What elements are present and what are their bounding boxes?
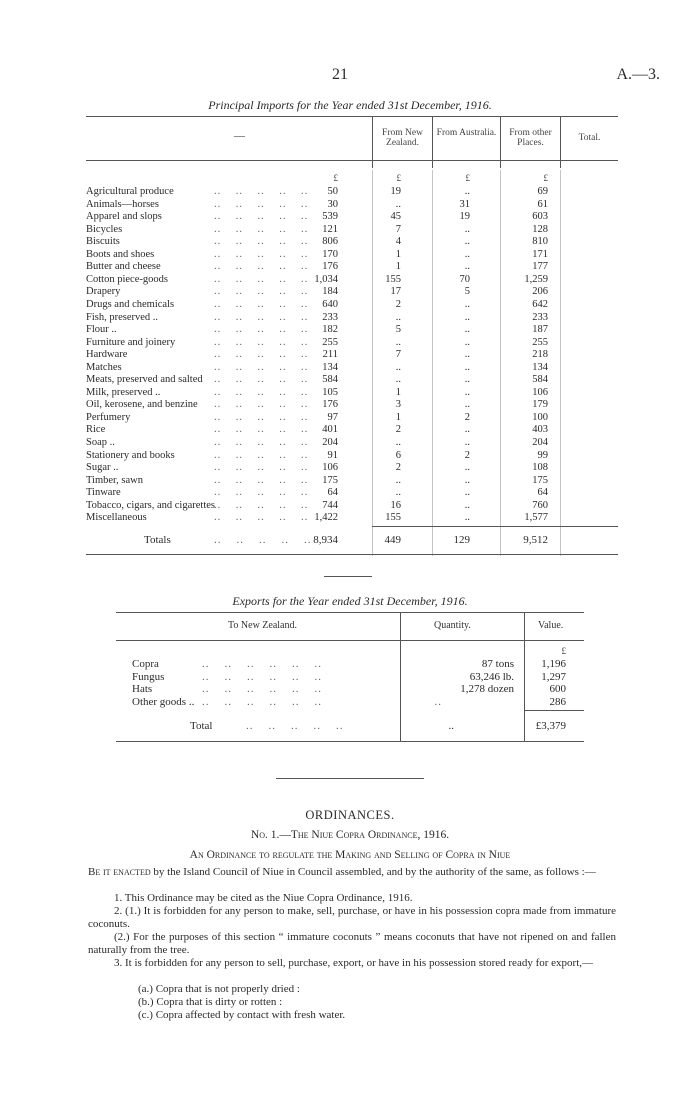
table-top-rule <box>116 612 584 613</box>
leader-dots: .. .. .. .. .. <box>214 487 309 499</box>
col-head-to-new-zealand: To New Zealand. <box>228 620 297 631</box>
value-other-places: .. <box>464 424 470 436</box>
ordinance-long-title: An Ordinance to regulate the Making and Selling of Copra in Niue <box>189 849 511 861</box>
value-total: 810 <box>532 236 548 248</box>
table-row <box>86 362 618 374</box>
table-row <box>86 374 618 386</box>
import-item-label: Perfumery <box>86 411 131 423</box>
table-row <box>86 424 618 436</box>
table-row <box>86 236 618 248</box>
value-other-places: .. <box>464 487 470 499</box>
table-row <box>86 387 618 399</box>
value-new-zealand: 640 <box>322 298 338 310</box>
table-row <box>86 462 618 474</box>
value-new-zealand: 176 <box>322 261 338 273</box>
value-australia: 16 <box>390 499 401 511</box>
header-dash: — <box>234 130 245 142</box>
value-new-zealand: 50 <box>327 186 338 197</box>
section-3-item-c: (c.) Copra affected by contact with fresh water. <box>138 1009 346 1021</box>
value-total: 255 <box>532 336 548 348</box>
value-australia: 2 <box>395 424 401 436</box>
totals-label: Totals <box>144 534 171 546</box>
table-row <box>86 512 618 524</box>
unit-label: £ <box>396 173 401 183</box>
col-head-australia: From Australia. <box>436 128 497 138</box>
value-other-places: .. <box>464 349 470 361</box>
leader-dots: .. .. .. .. .. <box>214 361 309 373</box>
value-other-places: .. <box>464 437 470 448</box>
import-item-label: Miscellaneous <box>86 512 147 524</box>
leader-dots: .. .. .. .. .. <box>214 186 309 197</box>
import-item-label: Hardware <box>86 349 128 361</box>
value-australia: .. <box>395 487 401 499</box>
leader-dots: .. .. .. .. .. <box>214 211 309 223</box>
page-number: 21 <box>332 66 348 83</box>
import-item-label: Cotton piece-goods <box>86 273 168 285</box>
value-total: 584 <box>532 374 548 386</box>
section-3: 3. It is forbidden for any person to sell, purchase, export, or have in his possession stored ready for export,— <box>114 957 593 969</box>
leader-dots: .. .. .. .. .. <box>214 311 309 323</box>
import-item-label: Matches <box>86 361 122 373</box>
value-australia: 2 <box>395 298 401 310</box>
value-new-zealand: 105 <box>322 386 338 398</box>
leader-dots: .. .. .. .. .. <box>214 399 309 411</box>
value-total: 69 <box>537 186 548 197</box>
leader-dots: .. .. .. .. .. <box>214 499 309 511</box>
value-other-places: 31 <box>459 198 470 210</box>
table-row <box>86 412 618 424</box>
value-australia: .. <box>395 336 401 348</box>
exports-table <box>116 612 584 742</box>
value-other-places: 2 <box>464 449 470 461</box>
import-item-label: Soap .. <box>86 437 115 448</box>
total-nz: 8,934 <box>313 534 338 546</box>
value-australia: 1 <box>395 386 401 398</box>
leader-dots: .. .. .. .. .. <box>246 720 344 732</box>
value-new-zealand: 106 <box>322 462 338 474</box>
value-total: 128 <box>532 223 548 235</box>
enacting-lead: Be it enacted <box>88 866 151 878</box>
table-row <box>86 286 618 298</box>
value-total: 204 <box>532 437 548 448</box>
leader-dots: .. .. .. .. .. <box>214 462 309 474</box>
document-reference: A.—3. <box>616 66 660 83</box>
table-row <box>86 450 618 462</box>
value-total: 171 <box>532 248 548 260</box>
col-head-total: Total. <box>578 133 601 143</box>
table-row <box>86 500 618 512</box>
value-total: 1,259 <box>524 273 548 285</box>
value-australia: 7 <box>395 223 401 235</box>
value-australia: 3 <box>395 399 401 411</box>
value-australia: 2 <box>395 462 401 474</box>
page-header <box>0 66 700 88</box>
value-australia: 155 <box>385 273 401 285</box>
table-row <box>86 299 618 311</box>
leader-dots: .. .. .. .. .. <box>214 437 309 448</box>
import-item-label: Drapery <box>86 286 121 298</box>
value-new-zealand: 175 <box>322 474 338 486</box>
value-new-zealand: 182 <box>322 324 338 336</box>
value-other-places: .. <box>464 236 470 248</box>
value-new-zealand: 30 <box>327 198 338 210</box>
value-other-places: .. <box>464 361 470 373</box>
unit-label: £ <box>465 173 470 183</box>
col-head-value: Value. <box>538 620 564 631</box>
value-total-rule <box>524 710 584 711</box>
leader-dots: .. .. .. .. .. <box>214 534 312 546</box>
table-row <box>86 211 618 223</box>
export-item-label: Hats <box>132 683 153 695</box>
import-item-label: Apparel and slops <box>86 211 162 223</box>
value-other-places: .. <box>464 399 470 411</box>
value-australia: .. <box>395 361 401 373</box>
leader-dots: .. .. .. .. .. <box>214 374 309 386</box>
value-new-zealand: 91 <box>327 449 338 461</box>
import-item-label: Drugs and chemicals <box>86 298 175 310</box>
value-total: 179 <box>532 399 548 411</box>
value-new-zealand: 184 <box>322 286 338 298</box>
section-1: 1. This Ordinance may be cited as the Niue Copra Ordinance, 1916. <box>114 892 413 904</box>
export-item-label: Other goods .. <box>132 695 195 708</box>
value-new-zealand: 1,034 <box>314 273 338 285</box>
import-item-label: Meats, preserved and salted <box>86 374 203 386</box>
value-new-zealand: 744 <box>322 499 338 511</box>
import-item-label: Fish, preserved .. <box>86 311 159 323</box>
ordinance-number: No. 1.—The Niue Copra Ordinance, 1916. <box>250 829 450 841</box>
import-item-label: Tobacco, cigars, and cigarettes <box>86 499 215 511</box>
value-total: 206 <box>532 286 548 298</box>
value-other-places: .. <box>464 386 470 398</box>
export-quantity: 1,278 dozen <box>460 683 514 695</box>
value-australia: 1 <box>395 261 401 273</box>
table-row <box>86 399 618 411</box>
value-australia: 19 <box>390 186 401 197</box>
import-item-label: Sugar .. <box>86 462 119 474</box>
value-new-zealand: 806 <box>322 236 338 248</box>
value-australia: 4 <box>395 236 401 248</box>
value-other-places: .. <box>464 311 470 323</box>
export-item-label: Copra <box>132 658 159 670</box>
value-new-zealand: 204 <box>322 437 338 448</box>
table-row <box>86 249 618 261</box>
col-head-other-places: From other Places. <box>509 128 552 148</box>
table-row <box>86 186 618 198</box>
total-other: 129 <box>453 534 470 546</box>
total-australia: 449 <box>384 534 401 546</box>
imports-caption: Principal Imports for the Year ended 31st December, 1916. <box>208 98 492 112</box>
section-3-item-b: (b.) Copra that is dirty or rotten : <box>138 996 283 1008</box>
value-other-places: 5 <box>464 286 470 298</box>
leader-dots: .. .. .. .. .. <box>214 386 309 398</box>
value-australia: 5 <box>395 324 401 336</box>
table-bottom-rule <box>116 741 584 742</box>
value-australia: 45 <box>390 211 401 223</box>
unit-label: £ <box>543 173 548 183</box>
export-item-label: Fungus <box>132 670 165 683</box>
leader-dots: .. .. .. .. .. <box>214 512 309 524</box>
import-item-label: Animals—horses <box>86 198 159 210</box>
leader-dots: .. .. .. .. .. <box>214 411 309 423</box>
value-other-places: .. <box>464 474 470 486</box>
value-total: 1,577 <box>524 512 548 524</box>
section-2-1: 2. (1.) It is forbidden for any person to make, sell, purchase, or have in his possession copra made from immature coconuts. <box>88 905 616 930</box>
table-row <box>86 224 618 236</box>
exports-caption: Exports for the Year ended 31st December, 1916. <box>232 594 468 608</box>
value-total: 218 <box>532 349 548 361</box>
import-item-label: Timber, sawn <box>86 474 143 486</box>
value-new-zealand: 1,422 <box>314 512 338 524</box>
import-item-label: Rice <box>86 424 106 436</box>
value-total: 187 <box>532 324 548 336</box>
section-separator <box>276 778 424 779</box>
value-australia: .. <box>395 437 401 448</box>
table-row <box>116 671 584 683</box>
value-other-places: 70 <box>459 273 470 285</box>
value-total: 134 <box>532 361 548 373</box>
export-value: 1,196 <box>541 658 566 670</box>
value-new-zealand: 176 <box>322 399 338 411</box>
leader-dots: .. .. .. .. .. <box>214 424 309 436</box>
section-separator <box>324 576 372 577</box>
total-quantity: .. <box>448 720 454 732</box>
leader-dots: .. .. .. .. .. <box>214 248 309 260</box>
table-top-rule <box>86 116 618 117</box>
value-total: 61 <box>537 198 548 210</box>
value-australia: 17 <box>390 286 401 298</box>
import-item-label: Bicycles <box>86 223 123 235</box>
value-new-zealand: 255 <box>322 336 338 348</box>
import-item-label: Furniture and joinery <box>86 336 176 348</box>
exports-total-row <box>116 720 584 732</box>
value-other-places: .. <box>464 248 470 260</box>
value-australia: 7 <box>395 349 401 361</box>
value-new-zealand: 97 <box>327 411 338 423</box>
value-new-zealand: 64 <box>327 487 338 499</box>
column-divider <box>432 116 433 168</box>
value-other-places: .. <box>464 261 470 273</box>
unit-label: £ <box>561 646 566 656</box>
value-total: 99 <box>537 449 548 461</box>
leader-dots: .. .. .. .. .. <box>214 324 309 336</box>
leader-dots: .. .. .. .. .. <box>214 449 309 461</box>
leader-dots: .. .. .. .. .. .. .. <box>202 695 442 708</box>
import-item-label: Boots and shoes <box>86 248 155 260</box>
import-item-label: Oil, kerosene, and benzine <box>86 399 198 411</box>
leader-dots: .. .. .. .. .. <box>214 474 309 486</box>
import-item-label: Biscuits <box>86 236 120 248</box>
value-total: 642 <box>532 298 548 310</box>
leader-dots: .. .. .. .. .. <box>214 336 309 348</box>
import-item-label: Tinware <box>86 487 121 499</box>
value-total: 760 <box>532 499 548 511</box>
leader-dots: .. .. .. .. .. .. <box>202 670 322 683</box>
table-row <box>116 658 584 670</box>
value-total: 233 <box>532 311 548 323</box>
value-new-zealand: 539 <box>322 211 338 223</box>
table-row <box>86 337 618 349</box>
unit-label: £ <box>333 173 338 183</box>
value-other-places: .. <box>464 374 470 386</box>
value-new-zealand: 211 <box>322 349 338 361</box>
value-total: 603 <box>532 211 548 223</box>
total-value: £3,379 <box>535 720 566 732</box>
export-value: 286 <box>549 695 566 708</box>
value-australia: .. <box>395 198 401 210</box>
export-value: 1,297 <box>541 670 566 683</box>
value-australia: .. <box>395 311 401 323</box>
leader-dots: .. .. .. .. .. <box>214 198 309 210</box>
leader-dots: .. .. .. .. .. <box>214 223 309 235</box>
import-item-label: Flour .. <box>86 324 117 336</box>
leader-dots: .. .. .. .. .. <box>214 273 309 285</box>
value-other-places: .. <box>464 499 470 511</box>
import-item-label: Stationery and books <box>86 449 175 461</box>
units-row <box>86 172 618 184</box>
col-head-new-zealand: From New Zealand. <box>382 128 423 148</box>
value-australia: 6 <box>395 449 401 461</box>
section-3-item-a: (a.) Copra that is not properly dried : <box>138 983 300 995</box>
table-row <box>86 437 618 449</box>
import-item-label: Milk, preserved .. <box>86 386 161 398</box>
table-row <box>86 261 618 273</box>
table-row <box>116 683 584 695</box>
value-australia: 155 <box>385 512 401 524</box>
grand-total: 9,512 <box>523 534 548 546</box>
import-item-label: Agricultural produce <box>86 186 174 197</box>
value-other-places: 19 <box>459 211 470 223</box>
value-other-places: .. <box>464 462 470 474</box>
ordinances-heading: ORDINANCES. <box>305 808 395 822</box>
header-bottom-rule <box>86 160 618 161</box>
value-australia: .. <box>395 374 401 386</box>
leader-dots: .. .. .. .. .. .. <box>202 658 322 670</box>
leader-dots: .. .. .. .. .. <box>214 261 309 273</box>
value-new-zealand: 134 <box>322 361 338 373</box>
leader-dots: .. .. .. .. .. <box>214 298 309 310</box>
export-quantity: 87 tons <box>481 658 514 670</box>
table-row <box>86 324 618 336</box>
value-australia: 1 <box>395 248 401 260</box>
value-other-places: .. <box>464 186 470 197</box>
table-row <box>86 312 618 324</box>
value-new-zealand: 584 <box>322 374 338 386</box>
leader-dots: .. .. .. .. .. .. <box>202 683 322 695</box>
value-new-zealand: 233 <box>322 311 338 323</box>
value-total: 64 <box>537 487 548 499</box>
enacting-clause <box>88 866 616 879</box>
value-new-zealand: 121 <box>322 223 338 235</box>
table-row <box>116 696 584 708</box>
table-row <box>86 487 618 499</box>
leader-dots: .. .. .. .. .. <box>214 236 309 248</box>
section-2-2: (2.) For the purposes of this section “ immature coconuts ” means coconuts that have not ripened on and fallen naturally from the tree. <box>88 931 616 956</box>
leader-dots: .. .. .. .. .. <box>214 286 309 298</box>
leader-dots: .. .. .. .. .. <box>214 349 309 361</box>
value-other-places: .. <box>464 298 470 310</box>
value-total: 108 <box>532 462 548 474</box>
totals-row <box>86 533 618 547</box>
value-total: 175 <box>532 474 548 486</box>
table-row <box>86 475 618 487</box>
export-value: 600 <box>549 683 566 695</box>
value-australia: 1 <box>395 411 401 423</box>
table-bottom-rule <box>86 554 618 555</box>
total-label: Total <box>190 720 213 732</box>
value-total: 403 <box>532 424 548 436</box>
value-australia: .. <box>395 474 401 486</box>
value-total: 106 <box>532 386 548 398</box>
value-new-zealand: 401 <box>322 424 338 436</box>
col-head-quantity: Quantity. <box>434 620 471 631</box>
value-other-places: .. <box>464 512 470 524</box>
header-bottom-rule <box>116 640 584 641</box>
value-total: 100 <box>532 411 548 423</box>
value-other-places: .. <box>464 336 470 348</box>
value-new-zealand: 170 <box>322 248 338 260</box>
totals-top-rule <box>372 526 618 527</box>
table-row <box>86 274 618 286</box>
imports-table <box>86 116 618 556</box>
value-other-places: .. <box>464 324 470 336</box>
value-other-places: 2 <box>464 411 470 423</box>
enacting-text: by the Island Council of Niue in Council assembled, and by the authority of the same, as follows :— <box>150 866 596 878</box>
table-row <box>86 349 618 361</box>
export-quantity: 63,246 lb. <box>469 670 514 683</box>
value-total: 177 <box>532 261 548 273</box>
import-item-label: Butter and cheese <box>86 261 161 273</box>
table-row <box>86 199 618 211</box>
value-other-places: .. <box>464 223 470 235</box>
